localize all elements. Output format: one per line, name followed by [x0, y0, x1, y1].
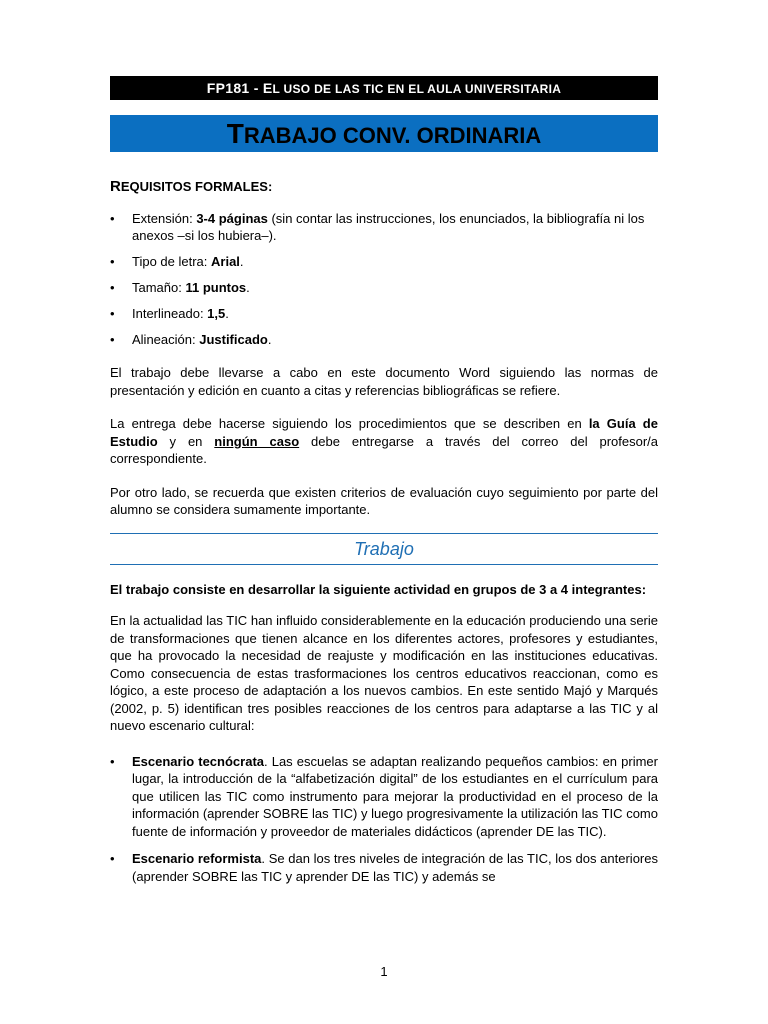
document-title	[110, 115, 658, 152]
section-title: Trabajo	[354, 538, 414, 559]
list-item	[110, 753, 658, 841]
course-header	[110, 76, 658, 100]
course-title-initial: E	[262, 80, 273, 96]
item-label: Extensión:	[132, 211, 197, 226]
requirements-list	[110, 210, 658, 348]
section-divider-bottom	[110, 564, 658, 565]
item-suffix: .	[246, 280, 250, 295]
item-value: 3-4 páginas	[196, 211, 268, 226]
item-label: Interlineado:	[132, 306, 208, 321]
course-title-rest: L USO DE LAS TIC EN EL AULA UNIVERSITARIA	[272, 82, 562, 96]
text-run: La entrega debe hacerse siguiendo los procedimientos que se describen en	[110, 416, 589, 431]
page-number: 1	[380, 964, 388, 979]
item-suffix: .	[239, 254, 244, 269]
list-item	[110, 210, 658, 244]
item-suffix: .	[267, 332, 272, 347]
emphasis-text: ningún caso	[214, 433, 300, 449]
requirements-heading	[110, 178, 658, 195]
document-title-initial: T	[226, 118, 244, 149]
item-label: Alineación:	[132, 332, 200, 347]
study-guide-ref: la Guía de Estudio	[110, 416, 658, 449]
list-item	[110, 331, 658, 348]
text-run: debe entregarse a través del correo del profesor/a correspondiente.	[110, 433, 659, 466]
list-item	[110, 253, 658, 270]
paragraph-context: En la actualidad las TIC han influido considerablemente en la educación produciendo una serie de transformaciones que tienen alcance en los diferentes actores, profesores y estudiantes, que ha provocado la necesidad de reajuste y modificación en las instituciones educativas. Como consecuencia de estas trasformaciones los centros educativos reaccionan, como es lógico, a este proceso de adaptación a los nuevos cambios. En este sentido Majó y Marqués (2002, p. 5) identifican tres posibles reacciones de los centros para adaptarse a las TIC y al nuevo escenario cultural:	[110, 613, 658, 733]
paragraph-delivery	[110, 415, 658, 468]
document-page	[110, 76, 658, 895]
scenario-text: . Las escuelas se adaptan realizando pequeños cambios: en primer lugar, la introducción de la “alfabetización digital” de los estudiantes en el currículum para que utilicen las TIC como instrumento para mejorar la productividad en el proceso de la información (aprender SOBRE las TIC) y luego progresivamente la utilización las TIC como fuente de información y proveedor de materiales didácticos (aprender DE las TIC).	[132, 753, 658, 839]
scenario-name: Escenario tecnócrata	[132, 753, 264, 769]
document-title-rest: RABAJO CONV. ORDINARIA	[243, 123, 542, 148]
paragraph-format: El trabajo debe llevarse a cabo en este documento Word siguiendo las normas de presentación y edición en cuanto a citas y referencias bibliográficas se refiere.	[110, 365, 658, 398]
text-run: y en	[157, 433, 215, 449]
list-item	[110, 279, 658, 296]
requirements-heading-initial: R	[110, 178, 121, 195]
item-suffix: .	[225, 306, 229, 321]
list-item	[110, 850, 658, 885]
scenario-text: . Se dan los tres niveles de integración de las TIC, los dos anteriores (aprender SOBRE las TIC y aprender DE las TIC) y además se	[132, 851, 658, 884]
item-value: 1,5	[207, 306, 226, 321]
course-code: FP181 -	[206, 80, 263, 96]
item-value: 11 puntos	[185, 280, 247, 295]
paragraph-evaluation: Por otro lado, se recuerda que existen criterios de evaluación cuyo seguimiento por parte del alumno se considera sumamente importante.	[110, 484, 658, 517]
scenarios-list	[110, 753, 658, 886]
item-label: Tipo de letra:	[132, 254, 212, 269]
item-label: Tamaño:	[132, 280, 186, 295]
item-suffix: (sin contar las instrucciones, los enunciados, la bibliografía ni los anexos –si los hubiera–).	[132, 211, 645, 243]
requirements-heading-rest: EQUISITOS FORMALES:	[120, 179, 273, 194]
list-item	[110, 305, 658, 322]
activity-intro: El trabajo consiste en desarrollar la siguiente actividad en grupos de 3 a 4 integrantes:	[110, 581, 647, 597]
scenario-name: Escenario reformista	[132, 851, 262, 866]
item-value: Arial	[211, 254, 240, 269]
item-value: Justificado	[199, 332, 268, 347]
